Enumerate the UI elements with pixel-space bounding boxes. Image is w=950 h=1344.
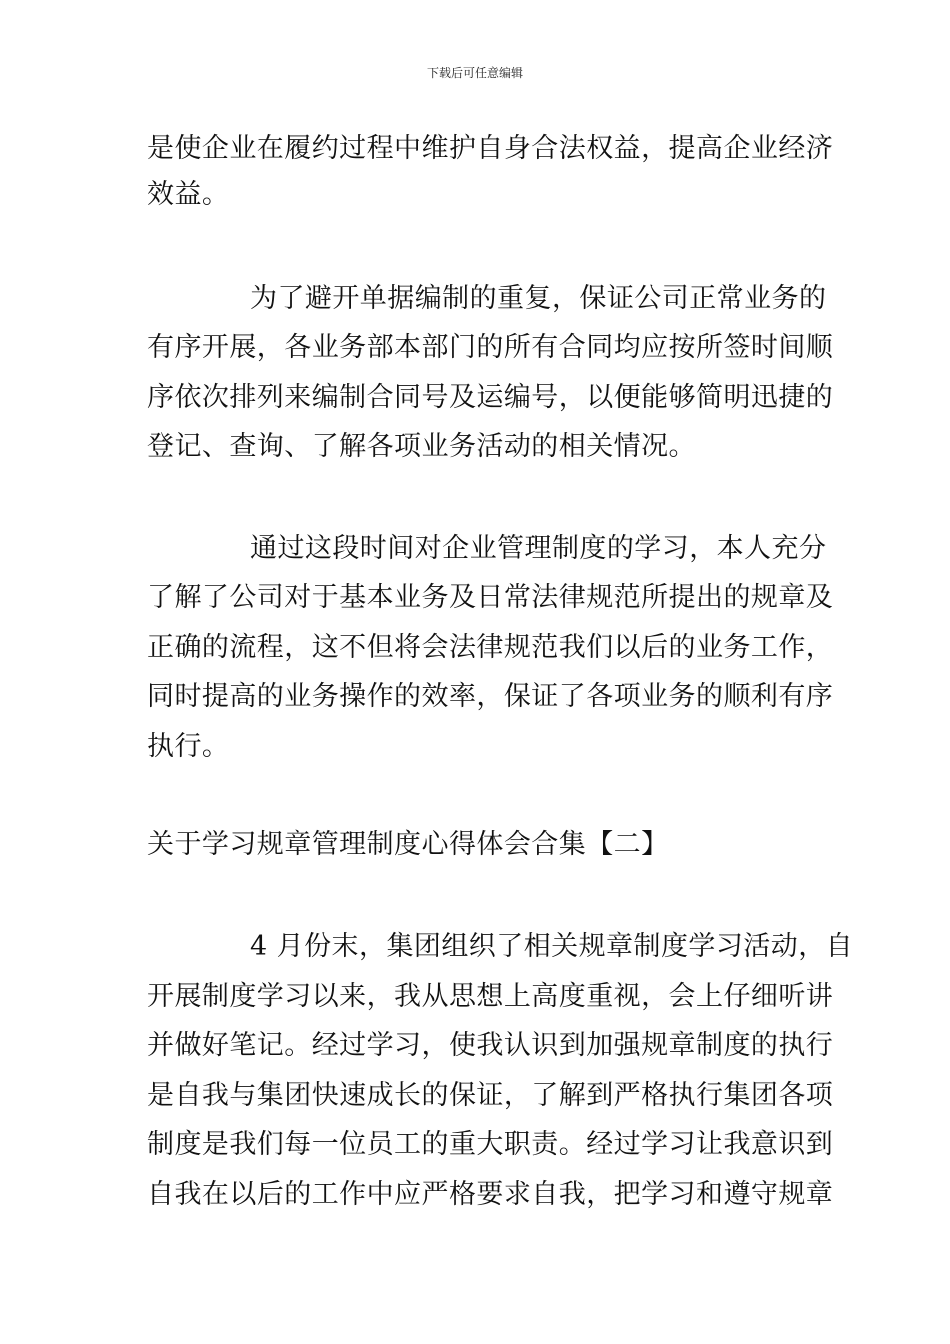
paragraph-line: 制度是我们每一位员工的重大职责。经过学习让我意识到 [147, 1129, 834, 1160]
paragraph-line: 是使企业在履约过程中维护自身合法权益，提高企业经济 [147, 133, 834, 164]
paragraph-line: 并做好笔记。经过学习，使我认识到加强规章制度的执行 [147, 1030, 834, 1061]
section-heading: 关于学习规章管理制度心得体会合集【二】 [147, 829, 669, 860]
paragraph-line: 登记、查询、了解各项业务活动的相关情况。 [147, 431, 696, 462]
paragraph-line: 序依次排列来编制合同号及运编号，以便能够简明迅捷的 [147, 382, 834, 413]
paragraph-line: 是自我与集团快速成长的保证，了解到严格执行集团各项 [147, 1080, 834, 1111]
paragraph-line: 通过这段时间对企业管理制度的学习，本人充分 [250, 533, 827, 564]
paragraph-line: 开展制度学习以来，我从思想上高度重视，会上仔细听讲 [147, 981, 834, 1012]
paragraph-line: 了解了公司对于基本业务及日常法律规范所提出的规章及 [147, 582, 834, 613]
paragraph-line: 有序开展，各业务部本部门的所有合同均应按所签时间顺 [147, 332, 834, 363]
paragraph-line: 自我在以后的工作中应严格要求自我，把学习和遵守规章 [147, 1179, 834, 1210]
paragraph-line: 正确的流程，这不但将会法律规范我们以后的业务工作， [147, 632, 834, 663]
paragraph-line: 4 月份末，集团组织了相关规章制度学习活动，自 [250, 931, 854, 962]
paragraph-line: 同时提高的业务操作的效率，保证了各项业务的顺利有序 [147, 681, 834, 712]
paragraph-line: 为了避开单据编制的重复，保证公司正常业务的 [250, 283, 827, 314]
paragraph-line: 执行。 [147, 731, 230, 762]
page-header: 下载后可任意编辑 [426, 66, 523, 80]
paragraph-line: 效益。 [147, 179, 230, 210]
